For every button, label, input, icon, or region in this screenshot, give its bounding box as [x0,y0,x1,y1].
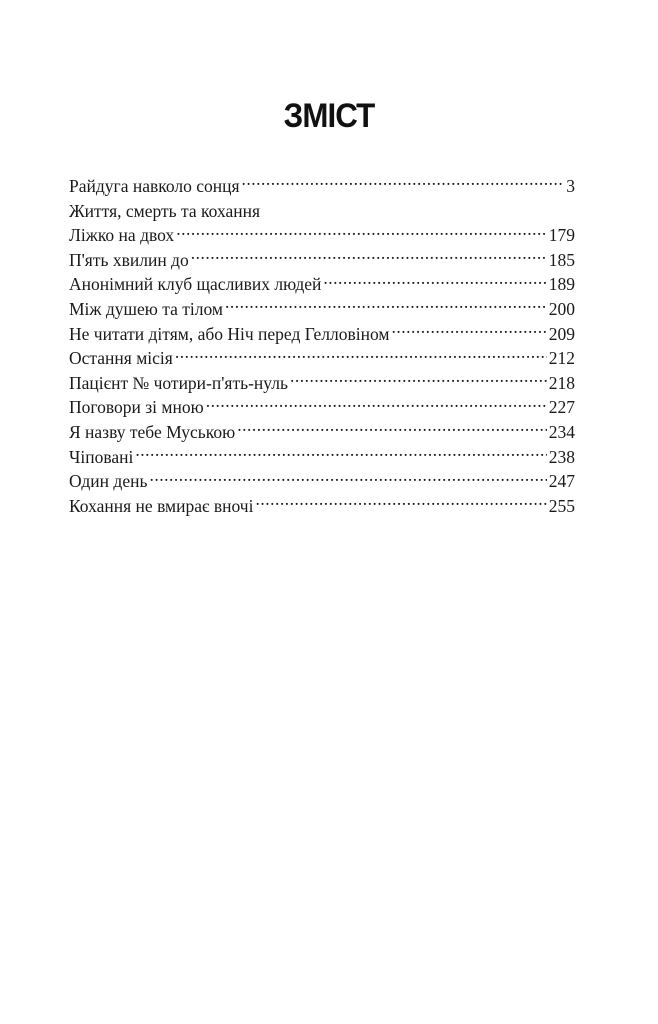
toc-entry-title: Я назву тебе Муською [69,421,236,442]
dot-leader [323,273,546,291]
toc-entry-title: Один день [69,471,148,492]
toc-entry-title: Між душею та тілом [69,298,223,319]
dot-leader [392,322,547,340]
toc-entry-page: 247 [548,471,575,492]
toc-entry [69,494,575,519]
toc-entry [69,297,575,322]
page-title: ЗМІСТ [283,97,375,135]
toc-entry-page: 200 [548,298,575,319]
dot-leader [175,347,547,365]
toc-entry-title: Кохання не вмирає вночі [69,495,254,516]
toc-entry [69,272,575,297]
toc-entry-page: 218 [548,372,575,393]
toc-entry-page: 255 [548,495,575,516]
toc-entry [69,469,575,494]
dot-leader [176,224,547,242]
toc-entry [69,420,575,445]
toc-entry [69,223,575,248]
toc-entry [69,322,575,347]
toc-entry-title: Не читати дітям, або Ніч перед Гелловіном [69,323,390,344]
table-of-contents [69,174,575,518]
dot-leader [237,420,547,438]
dot-leader [290,371,547,389]
toc-entry-page: 3 [566,176,575,196]
toc-entry-page: 185 [548,249,575,270]
dot-leader [191,248,547,266]
dot-leader [242,175,565,193]
toc-entry-page: 179 [548,225,575,246]
toc-entry-title: Райдуга навколо сонця [69,176,240,196]
toc-entry-title: Остання місія [69,348,173,369]
toc-entry-page: 227 [548,397,575,418]
toc-entry-title: П'ять хвилин до [69,249,189,270]
toc-entry-page: 209 [548,323,575,344]
toc-entry-page: 212 [548,348,575,369]
dot-leader [206,396,547,414]
toc-entry-title: Чіповані [69,446,134,467]
toc-entry [69,445,575,470]
dot-leader [135,445,546,463]
toc-entry-title: Ліжко на двох [69,225,175,246]
toc-entry [69,371,575,396]
toc-entry [69,395,575,420]
toc-entry [69,248,575,273]
toc-entry-page: 238 [548,446,575,467]
toc-entry [69,346,575,371]
toc-section-title: Життя, смерть та кохання [69,200,261,221]
dot-leader [255,494,546,512]
dot-leader [225,297,547,315]
toc-section-heading [69,199,575,224]
toc-entry [69,174,575,199]
toc-entry-page: 234 [548,421,575,442]
toc-entry-title: Поговори зі мною [69,397,204,418]
toc-entry-title: Анонімний клуб щасливих людей [69,274,322,295]
toc-entry-title: Пацієнт № чотири-п'ять-нуль [69,372,288,393]
dot-leader [149,470,546,488]
toc-entry-page: 189 [548,274,575,295]
